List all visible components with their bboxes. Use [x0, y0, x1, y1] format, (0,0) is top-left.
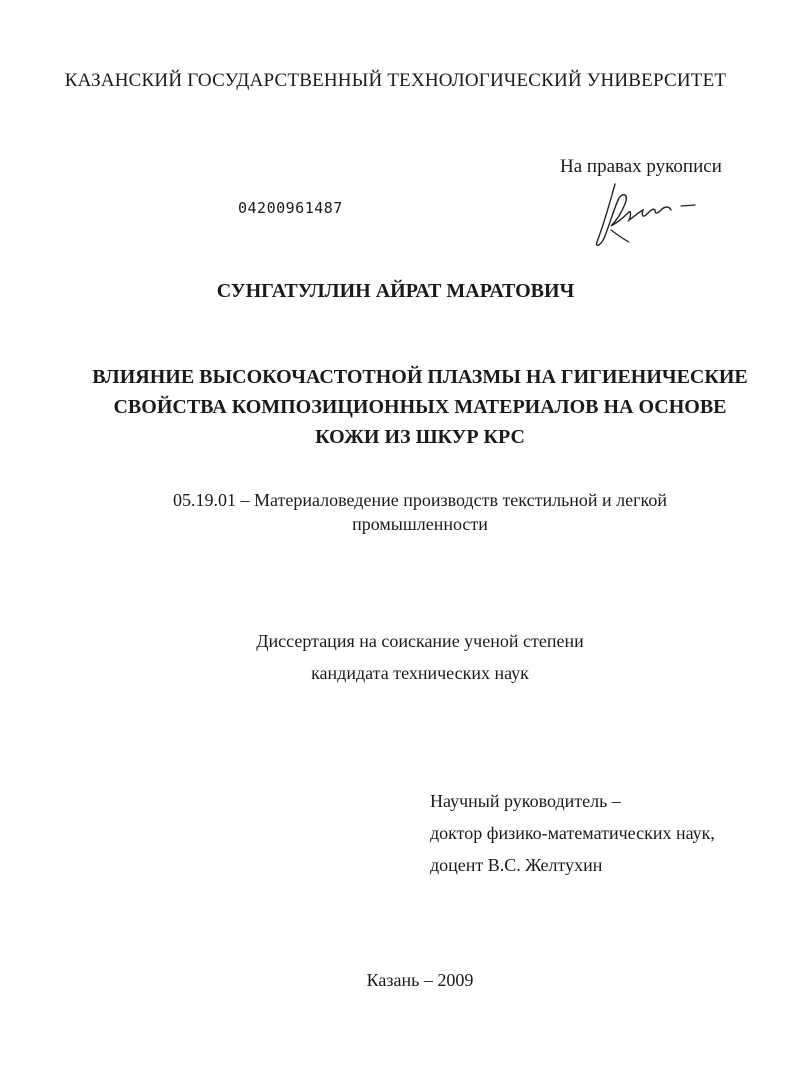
degree-line: Диссертация на соискание ученой степени — [256, 631, 584, 651]
title-line: СВОЙСТВА КОМПОЗИЦИОННЫХ МАТЕРИАЛОВ НА ОСНОВЕ — [113, 396, 727, 418]
specialty-line: 05.19.01 – Материаловедение производств текстильной и легкой — [173, 490, 667, 510]
specialty-line: промышленности — [352, 514, 488, 534]
degree-statement — [60, 625, 780, 689]
specialty-code — [60, 488, 780, 536]
title-line: КОЖИ ИЗ ШКУР КРС — [315, 426, 525, 448]
author-name: СУНГАТУЛЛИН АЙРАТ МАРАТОВИЧ — [216, 280, 575, 302]
signature-dash — [681, 205, 695, 206]
signature-stroke-main — [597, 184, 671, 245]
city-year: Казань – 2009 — [366, 970, 474, 990]
manuscript-rights-note: На правах рукописи — [560, 156, 722, 177]
degree-line: кандидата технических наук — [311, 663, 529, 683]
dissertation-title — [60, 362, 780, 452]
title-line: ВЛИЯНИЕ ВЫСОКОЧАСТОТНОЙ ПЛАЗМЫ НА ГИГИЕНИЧЕСКИЕ — [92, 366, 748, 388]
registration-number: 04200961487 — [238, 199, 343, 217]
supervisor-line: доцент В.С. Желтухин — [430, 855, 603, 875]
supervisor-block — [430, 785, 770, 881]
supervisor-line: доктор физико-математических наук, — [430, 823, 715, 843]
signature-stroke-tail — [611, 230, 629, 242]
author-signature — [585, 176, 715, 256]
university-name: КАЗАНСКИЙ ГОСУДАРСТВЕННЫЙ ТЕХНОЛОГИЧЕСКИЙ УНИВЕРСИТЕТ — [64, 70, 727, 91]
supervisor-line: Научный руководитель – — [430, 791, 621, 811]
